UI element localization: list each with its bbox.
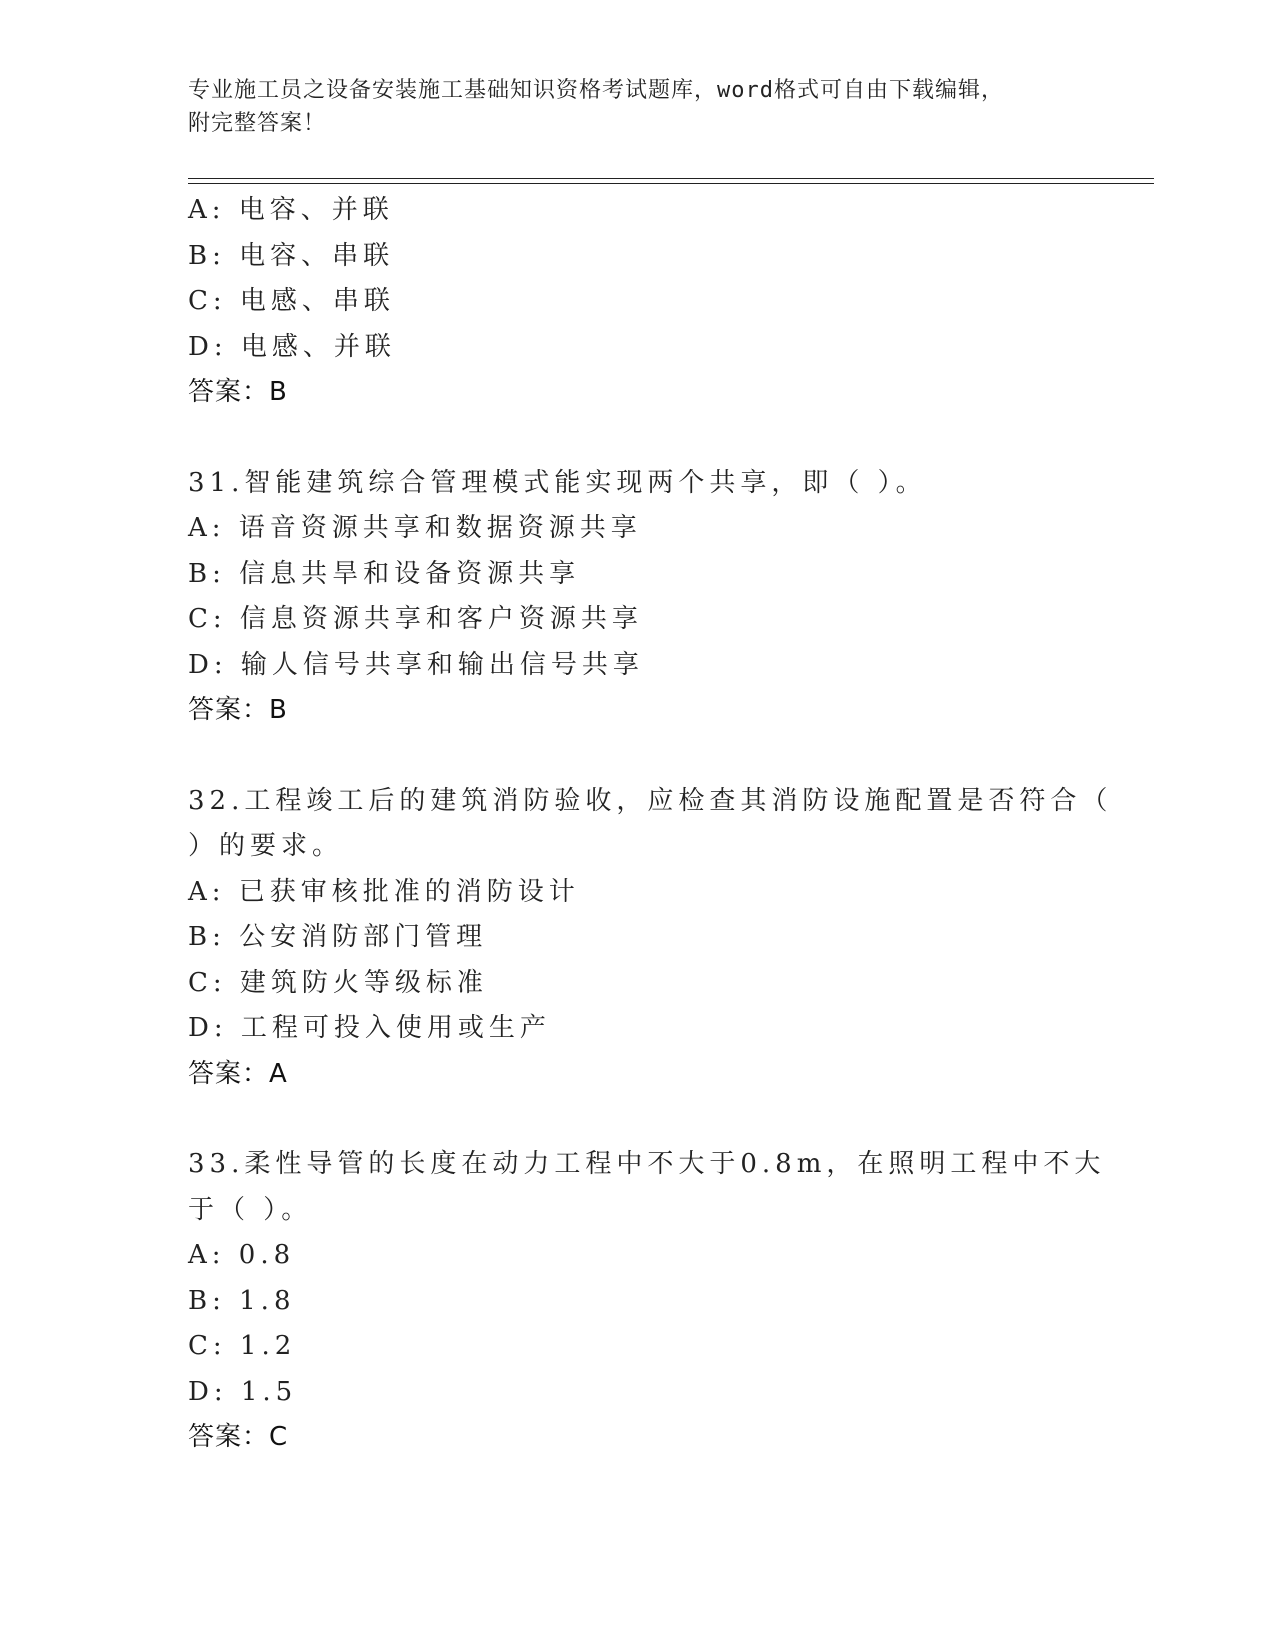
answer-line: 答案：C [188, 1422, 289, 1452]
option-d: D: 工程可投入使用或生产 [188, 1013, 551, 1043]
option-c: C: 电感、串联 [188, 286, 395, 316]
question-text: 31.智能建筑综合管理模式能实现两个共享，即（ ）。 [188, 467, 927, 498]
option-a: A: 已获审核批准的消防设计 [188, 876, 580, 907]
option-d: D: 输人信号共享和输出信号共享 [188, 649, 644, 680]
option-c: C: 信息资源共享和客户资源共享 [188, 604, 643, 634]
document-header [188, 74, 1088, 140]
option-b: B: 公安消防部门管理 [188, 922, 488, 952]
answer-line: 答案：B [188, 695, 288, 725]
option-b: B: 1.8 [188, 1285, 296, 1316]
answer-line: 答案：B [188, 377, 288, 407]
question-text: 33.柔性导管的长度在动力工程中不大于0.8m，在照明工程中不大于（ ）。 [188, 1149, 1106, 1225]
header-divider [188, 178, 1154, 184]
header-line-2: 附完整答案！ [188, 111, 327, 136]
question-block [188, 779, 1128, 1098]
question-text: 32.工程竣工后的建筑消防验收，应检查其消防设施配置是否符合（ ）的要求。 [188, 785, 1113, 861]
option-b: B: 信息共旱和设备资源共享 [188, 558, 581, 589]
header-line-1: 专业施工员之设备安装施工基础知识资格考试题库，word格式可自由下载编辑， [188, 78, 1004, 103]
option-d: D: 电感、并联 [188, 331, 396, 362]
answer-line: 答案：A [188, 1058, 288, 1089]
option-b: B: 电容、串联 [188, 240, 395, 271]
question-list [188, 188, 1128, 1506]
question-block [188, 1142, 1128, 1461]
option-a: A: 0.8 [188, 1240, 296, 1270]
question-block [188, 188, 1128, 416]
option-a: A: 语音资源共享和数据资源共享 [188, 513, 642, 543]
option-d: D: 1.5 [188, 1376, 298, 1407]
option-c: C: 建筑防火等级标准 [188, 967, 488, 998]
option-a: A: 电容、并联 [188, 195, 394, 225]
option-c: C: 1.2 [188, 1331, 297, 1361]
question-block [188, 461, 1128, 734]
